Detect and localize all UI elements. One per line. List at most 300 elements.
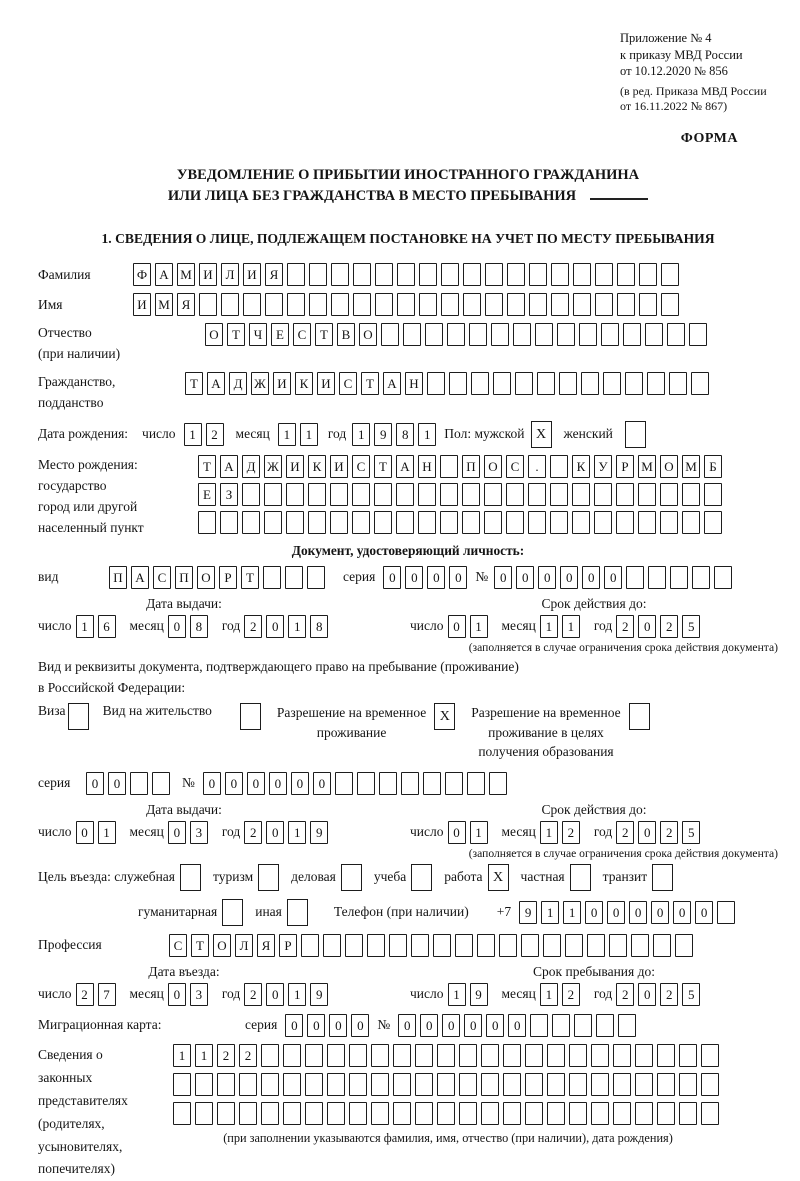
char-box	[489, 772, 507, 795]
residence-issue-year-boxes	[244, 821, 332, 844]
rvp-edu-checkbox	[629, 703, 650, 730]
entry-dates	[38, 964, 778, 1006]
char-box	[393, 1044, 411, 1067]
char-box	[445, 772, 463, 795]
char-box	[595, 263, 613, 286]
char-box	[547, 1102, 565, 1125]
rvp-checkbox: X	[434, 703, 455, 730]
char-box: 2	[660, 615, 678, 638]
char-box	[525, 1044, 543, 1067]
residence-series-boxes	[86, 772, 174, 795]
char-box	[625, 372, 643, 395]
representatives-boxes-row3	[173, 1102, 723, 1125]
form-title-line1: УВЕДОМЛЕНИЕ О ПРИБЫТИИ ИНОСТРАННОГО ГРАЖДАНИНА	[176, 167, 640, 184]
char-box: Я	[177, 293, 195, 316]
char-box	[195, 1073, 213, 1096]
char-box	[682, 511, 700, 534]
char-box: С	[506, 455, 524, 478]
char-box	[591, 1044, 609, 1067]
purpose-private-checkbox	[570, 864, 591, 891]
char-box	[529, 293, 547, 316]
char-box: 1	[540, 821, 558, 844]
char-box	[493, 372, 511, 395]
doc-series-boxes	[383, 566, 471, 589]
char-box	[173, 1073, 191, 1096]
char-box	[441, 263, 459, 286]
annex-line: к приказу МВД России	[620, 47, 743, 62]
char-box	[657, 1102, 675, 1125]
char-box: И	[317, 372, 335, 395]
char-box	[305, 1073, 323, 1096]
entry-year-boxes	[244, 983, 332, 1006]
residence-issue-month-boxes	[168, 821, 212, 844]
char-box	[393, 1073, 411, 1096]
char-box	[591, 1073, 609, 1096]
char-box	[309, 263, 327, 286]
viza-label: Виза	[38, 703, 66, 719]
char-box	[285, 566, 303, 589]
char-box: О	[359, 323, 377, 346]
char-box: 5	[682, 983, 700, 1006]
residence-issue-day-boxes	[76, 821, 120, 844]
day-label: число	[142, 426, 176, 442]
char-box	[441, 293, 459, 316]
residence-intro-line1: Вид и реквизиты документа, подтверждающего право на пребывание (проживание)	[38, 658, 519, 674]
char-box	[669, 372, 687, 395]
char-box	[427, 372, 445, 395]
char-box: 1	[184, 423, 202, 446]
birthdate-row	[38, 421, 778, 448]
char-box	[660, 483, 678, 506]
char-box: А	[396, 455, 414, 478]
char-box	[691, 372, 709, 395]
char-box: 8	[310, 615, 328, 638]
char-box: А	[155, 263, 173, 286]
char-box	[507, 263, 525, 286]
birthplace-boxes-row1	[198, 455, 726, 478]
char-box	[477, 934, 495, 957]
char-box	[330, 511, 348, 534]
char-box	[638, 511, 656, 534]
birthplace-label-line3: город или другой	[38, 498, 138, 514]
purpose-work-label: работа	[444, 869, 483, 885]
char-box	[463, 263, 481, 286]
char-box	[701, 1044, 719, 1067]
char-box	[506, 483, 524, 506]
char-box: С	[293, 323, 311, 346]
char-box	[415, 1073, 433, 1096]
char-box	[242, 483, 260, 506]
char-box: 0	[442, 1014, 460, 1037]
surname-row	[38, 263, 778, 286]
month-label: месяц	[501, 618, 536, 634]
char-box	[345, 934, 363, 957]
char-box	[261, 1102, 279, 1125]
char-box: 1	[540, 983, 558, 1006]
year-label: год	[593, 824, 613, 840]
char-box	[525, 1073, 543, 1096]
char-box: М	[682, 455, 700, 478]
char-box	[423, 772, 441, 795]
representatives-footer-note: (при заполнении указываются фамилия, имя, отчество (при наличии), дата рождения)	[223, 1130, 673, 1145]
char-box: Т	[374, 455, 392, 478]
char-box	[594, 511, 612, 534]
residence-number-label: №	[182, 775, 195, 791]
char-box	[572, 511, 590, 534]
char-box: 0	[582, 566, 600, 589]
char-box	[638, 483, 656, 506]
char-box	[701, 1073, 719, 1096]
residence-valid-day-boxes	[448, 821, 492, 844]
char-box	[569, 1102, 587, 1125]
stay-month-boxes	[540, 983, 584, 1006]
char-box	[616, 483, 634, 506]
char-box	[459, 1102, 477, 1125]
char-box	[261, 1073, 279, 1096]
entry-date-col	[38, 964, 410, 1006]
char-box: С	[169, 934, 187, 957]
char-box: К	[308, 455, 326, 478]
year-label: год	[221, 618, 241, 634]
rvp-edu-label	[471, 703, 620, 762]
char-box: И	[286, 455, 304, 478]
char-box: 0	[508, 1014, 526, 1037]
citizenship-label	[38, 372, 185, 414]
char-box	[440, 455, 458, 478]
char-box	[639, 293, 657, 316]
char-box	[591, 1102, 609, 1125]
char-box: 9	[310, 821, 328, 844]
viza-checkbox	[68, 703, 89, 730]
char-box	[565, 934, 583, 957]
char-box: С	[153, 566, 171, 589]
char-box	[581, 372, 599, 395]
purpose-tourism-checkbox	[258, 864, 279, 891]
rvp-label	[277, 703, 426, 742]
char-box: Ф	[133, 263, 151, 286]
char-box	[618, 1014, 636, 1037]
gender-female-checkbox	[625, 421, 646, 448]
purpose-transit-label: транзит	[602, 869, 648, 885]
char-box: 0	[291, 772, 309, 795]
char-box	[379, 772, 397, 795]
char-box: Я	[265, 263, 283, 286]
char-box: 2	[217, 1044, 235, 1067]
char-box: И	[273, 372, 291, 395]
identity-issue-month-boxes	[168, 615, 212, 638]
char-box: Т	[198, 455, 216, 478]
representatives-label-line3: представителях	[38, 1092, 128, 1108]
char-box: 0	[203, 772, 221, 795]
rvp-label-line2: проживание	[316, 724, 387, 740]
amendment-block	[620, 84, 778, 116]
char-box: 0	[168, 983, 186, 1006]
char-box	[459, 1044, 477, 1067]
doc-series-label: серия	[343, 569, 376, 585]
purpose-humanitarian-checkbox	[222, 899, 243, 926]
residence-intro	[38, 656, 778, 699]
char-box	[613, 1073, 631, 1096]
char-box	[529, 263, 547, 286]
migration-number-boxes	[398, 1014, 640, 1037]
annex-line: от 10.12.2020 № 856	[620, 64, 728, 78]
identity-issue-day-boxes	[76, 615, 120, 638]
char-box: 0	[427, 566, 445, 589]
char-box: А	[383, 372, 401, 395]
char-box: 9	[519, 901, 537, 924]
char-box: 0	[86, 772, 104, 795]
char-box: 0	[307, 1014, 325, 1037]
year-label: год	[221, 824, 241, 840]
char-box	[264, 511, 282, 534]
form-title	[38, 165, 778, 207]
profession-label: Профессия	[38, 937, 102, 953]
char-box	[551, 293, 569, 316]
char-box	[374, 511, 392, 534]
char-box: М	[177, 263, 195, 286]
char-box	[287, 293, 305, 316]
char-box	[635, 1102, 653, 1125]
char-box: А	[220, 455, 238, 478]
char-box: А	[207, 372, 225, 395]
month-label: месяц	[501, 824, 536, 840]
representatives-label	[38, 1044, 173, 1181]
entry-date-heading: Дата въезда:	[148, 963, 220, 979]
identity-valid-year-boxes	[616, 615, 704, 638]
char-box	[613, 1044, 631, 1067]
purpose-official-checkbox	[180, 864, 201, 891]
char-box: 1	[288, 983, 306, 1006]
char-box: 0	[266, 821, 284, 844]
char-box: 0	[494, 566, 512, 589]
char-box: О	[197, 566, 215, 589]
char-box	[353, 263, 371, 286]
char-box: 1	[288, 615, 306, 638]
char-box: 0	[638, 615, 656, 638]
char-box	[411, 934, 429, 957]
patronymic-row	[38, 323, 778, 365]
char-box	[374, 483, 392, 506]
char-box: 5	[682, 821, 700, 844]
char-box: .	[528, 455, 546, 478]
rvp-label-line1: Разрешение на временное	[276, 705, 427, 721]
identity-issue-year-boxes	[244, 615, 332, 638]
char-box	[195, 1102, 213, 1125]
char-box	[513, 323, 531, 346]
char-box	[449, 372, 467, 395]
char-box	[675, 934, 693, 957]
month-label: месяц	[129, 986, 164, 1002]
char-box: О	[205, 323, 223, 346]
char-box: Ж	[251, 372, 269, 395]
char-box: 0	[266, 615, 284, 638]
residence-options-row	[38, 703, 778, 762]
char-box	[440, 483, 458, 506]
char-box: 0	[247, 772, 265, 795]
migration-card-label: Миграционная карта:	[38, 1017, 162, 1033]
char-box: 2	[244, 983, 262, 1006]
annex-block	[620, 30, 778, 115]
char-box: Б	[704, 455, 722, 478]
char-box: О	[660, 455, 678, 478]
char-box: 0	[76, 821, 94, 844]
char-box: 0	[329, 1014, 347, 1037]
residence-number-boxes	[203, 772, 511, 795]
purpose-other-label: иная	[255, 904, 282, 920]
char-box: В	[337, 323, 355, 346]
purpose-humanitarian-label: гуманитарная	[138, 904, 218, 920]
char-box	[499, 934, 517, 957]
char-box	[481, 1044, 499, 1067]
char-box	[309, 293, 327, 316]
char-box	[463, 293, 481, 316]
char-box	[569, 1073, 587, 1096]
birthplace-label	[38, 455, 198, 539]
rvp-edu-label-line2: проживание в целях	[488, 724, 604, 740]
identity-doc-row	[38, 566, 778, 589]
char-box	[437, 1073, 455, 1096]
char-box	[579, 323, 597, 346]
char-box: Р	[279, 934, 297, 957]
char-box	[507, 293, 525, 316]
char-box	[574, 1014, 592, 1037]
char-box	[261, 1044, 279, 1067]
month-label: месяц	[129, 824, 164, 840]
char-box	[559, 372, 577, 395]
representatives-label-line6: попечителях)	[38, 1161, 115, 1177]
char-box	[617, 263, 635, 286]
issue-date-heading: Дата выдачи:	[146, 801, 222, 817]
char-box: 3	[190, 983, 208, 1006]
char-box	[371, 1102, 389, 1125]
char-box	[521, 934, 539, 957]
char-box: Р	[616, 455, 634, 478]
char-box	[547, 1044, 565, 1067]
day-label: число	[38, 824, 72, 840]
char-box	[631, 934, 649, 957]
char-box	[381, 323, 399, 346]
char-box: 0	[629, 901, 647, 924]
char-box: 0	[168, 821, 186, 844]
char-box	[130, 772, 148, 795]
char-box	[603, 372, 621, 395]
char-box	[635, 1044, 653, 1067]
year-label: год	[593, 618, 613, 634]
char-box: 0	[108, 772, 126, 795]
char-box	[396, 483, 414, 506]
patronymic-label-line2: (при наличии)	[38, 346, 121, 362]
amendment-line: от 16.11.2022 № 867)	[620, 99, 728, 114]
char-box: 5	[682, 615, 700, 638]
char-box	[220, 511, 238, 534]
purpose-business-checkbox	[341, 864, 362, 891]
char-box: 2	[239, 1044, 257, 1067]
char-box	[459, 1073, 477, 1096]
char-box: 1	[470, 615, 488, 638]
char-box	[217, 1102, 235, 1125]
char-box	[506, 511, 524, 534]
doc-number-boxes	[494, 566, 736, 589]
char-box	[242, 511, 260, 534]
month-label: месяц	[235, 426, 270, 442]
year-label: год	[221, 986, 241, 1002]
char-box	[573, 263, 591, 286]
identity-valid-day-boxes	[448, 615, 492, 638]
char-box	[305, 1044, 323, 1067]
char-box	[503, 1073, 521, 1096]
gender-female-label: женский	[563, 426, 613, 442]
char-box: 0	[405, 566, 423, 589]
char-box	[551, 263, 569, 286]
valid-until-heading: Срок действия до:	[541, 801, 647, 817]
char-box: 0	[695, 901, 713, 924]
char-box	[425, 323, 443, 346]
char-box	[569, 1044, 587, 1067]
section1-heading: 1. СВЕДЕНИЯ О ЛИЦЕ, ПОДЛЕЖАЩЕМ ПОСТАНОВКЕ НА УЧЕТ ПО МЕСТУ ПРЕБЫВАНИЯ	[101, 231, 715, 247]
char-box: М	[638, 455, 656, 478]
char-box: 0	[269, 772, 287, 795]
char-box	[481, 1073, 499, 1096]
char-box	[626, 566, 644, 589]
char-box: Л	[221, 263, 239, 286]
purpose-work-checkbox: X	[488, 864, 509, 891]
char-box: 0	[607, 901, 625, 924]
birthplace-row	[38, 455, 778, 539]
char-box	[547, 1073, 565, 1096]
char-box	[530, 1014, 548, 1037]
identity-issue-col	[38, 596, 410, 654]
char-box	[447, 323, 465, 346]
char-box	[286, 511, 304, 534]
citizenship-label-line2: подданство	[38, 394, 104, 410]
char-box: 1	[76, 615, 94, 638]
char-box	[623, 323, 641, 346]
birthplace-boxes-row3	[198, 511, 726, 534]
char-box: 2	[616, 615, 634, 638]
char-box	[353, 293, 371, 316]
char-box	[352, 511, 370, 534]
char-box	[503, 1044, 521, 1067]
char-box: 2	[562, 821, 580, 844]
char-box: 1	[470, 821, 488, 844]
title-blank-line	[590, 198, 648, 200]
char-box	[714, 566, 732, 589]
char-box: 1	[448, 983, 466, 1006]
char-box	[704, 483, 722, 506]
char-box: 0	[285, 1014, 303, 1037]
char-box: 0	[420, 1014, 438, 1037]
char-box: Т	[241, 566, 259, 589]
purpose-study-label: учеба	[373, 869, 407, 885]
char-box: К	[295, 372, 313, 395]
char-box: 9	[310, 983, 328, 1006]
surname-label: Фамилия	[38, 266, 91, 282]
char-box: Р	[219, 566, 237, 589]
char-box	[481, 1102, 499, 1125]
phone-boxes	[519, 901, 739, 924]
rvp-edu-label-line3: получения образования	[478, 744, 614, 760]
year-label: год	[327, 426, 347, 442]
birthplace-boxes	[198, 455, 726, 539]
char-box: 0	[673, 901, 691, 924]
entry-month-boxes	[168, 983, 212, 1006]
char-box	[503, 1102, 521, 1125]
char-box	[550, 455, 568, 478]
representatives-boxes-row1	[173, 1044, 723, 1067]
char-box: 0	[516, 566, 534, 589]
char-box	[396, 511, 414, 534]
char-box	[403, 323, 421, 346]
